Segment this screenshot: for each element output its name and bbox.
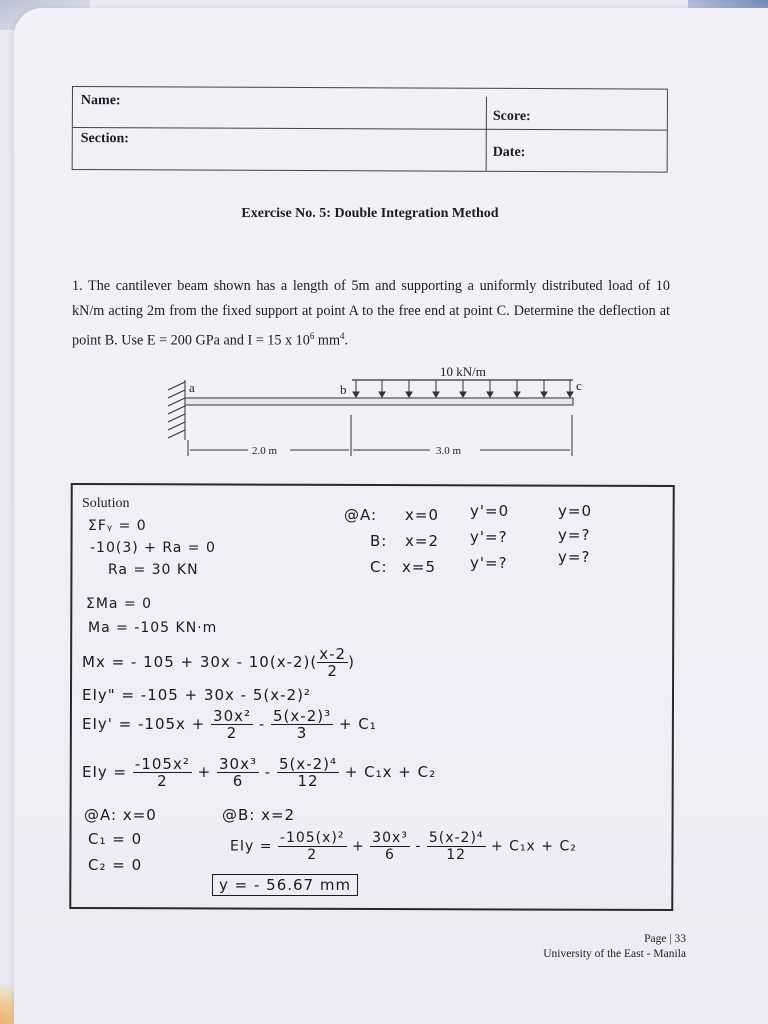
condition-point: C:	[370, 558, 388, 576]
condition-x: x=2	[405, 532, 439, 550]
deflection-at-b-equation	[230, 830, 577, 863]
fraction-numerator: 30x³	[372, 830, 408, 846]
date-label: Date:	[492, 144, 526, 160]
header-divider	[486, 97, 487, 171]
equation-text: -	[258, 715, 266, 733]
equation-text: EIy =	[230, 838, 273, 855]
point-b-label: b	[340, 382, 347, 397]
equation-text: + C₁	[338, 715, 377, 733]
fraction	[133, 756, 192, 789]
page-number: Page | 33	[644, 933, 686, 945]
fraction-denominator: 2	[327, 662, 338, 680]
load-arrows	[353, 380, 573, 397]
fraction-numerator: 30x²	[213, 707, 252, 725]
fraction-numerator: -105(x)²	[279, 830, 345, 846]
equation-text: EIy =	[82, 763, 128, 781]
fraction-numerator: -105x²	[134, 755, 190, 773]
problem-unit: mm	[314, 332, 340, 349]
problem-end: .	[344, 332, 349, 349]
fraction	[211, 708, 253, 741]
dimension-lines	[188, 415, 572, 456]
fraction	[217, 756, 259, 789]
condition-slope: y'=0	[470, 502, 510, 520]
final-answer	[212, 876, 358, 894]
constant-value: C₁ = 0	[88, 830, 143, 848]
fraction-denominator: 2	[307, 847, 318, 863]
fraction-denominator: 2	[157, 772, 168, 790]
score-label: Score:	[492, 108, 531, 125]
fraction	[277, 756, 339, 789]
equation-line: EIy" = -105 + 30x - 5(x-2)²	[82, 686, 311, 704]
fraction	[317, 646, 348, 679]
equation-line: -10(3) + Ra = 0	[90, 540, 216, 556]
fraction	[370, 830, 410, 863]
condition-x: x=0	[405, 506, 439, 524]
name-label: Name:	[80, 93, 121, 109]
equation-line: Ma = -105 KN·m	[88, 620, 218, 636]
page-footer	[543, 932, 686, 962]
problem-exponent: 6	[309, 331, 315, 341]
point-c-label: c	[576, 378, 582, 393]
equation-text: + C₁x + C₂	[344, 763, 437, 781]
solution-label: Solution	[82, 496, 130, 511]
answer-box: y = - 56.67 mm	[212, 874, 358, 896]
problem-unit-exponent: 4	[340, 331, 345, 341]
fraction-numerator: 30x³	[218, 755, 257, 773]
header-row	[73, 87, 667, 131]
fraction-numerator: 5(x-2)⁴	[428, 830, 484, 846]
fraction-denominator: 6	[385, 847, 395, 863]
condition-label: @B: x=2	[222, 806, 296, 824]
equation-text: -	[264, 763, 272, 781]
equation-text: + C₁x + C₂	[490, 838, 577, 855]
fraction-denominator: 3	[296, 724, 308, 742]
condition-deflection: y=?	[558, 526, 591, 544]
equation-text: +	[351, 838, 365, 855]
section-label: Section:	[80, 131, 130, 147]
fraction	[271, 708, 333, 741]
fraction-denominator: 6	[232, 772, 244, 790]
equation-text: +	[197, 763, 212, 781]
equation-text: -	[415, 838, 422, 855]
moment-equation	[82, 646, 355, 679]
equation-text: Mx = - 105 + 30x - 10(x-2)(	[82, 653, 318, 671]
slope-equation	[82, 708, 377, 741]
condition-x: x=5	[402, 558, 436, 576]
header-table	[72, 86, 668, 173]
condition-deflection: y=?	[558, 548, 591, 566]
condition-point: @A:	[344, 506, 378, 524]
condition-label: @A: x=0	[84, 806, 157, 824]
school-name: University of the East - Manila	[543, 948, 686, 960]
equation-line: ΣMa = 0	[86, 596, 153, 612]
exercise-title: Exercise No. 5: Double Integration Method	[241, 206, 499, 221]
fixed-support	[168, 380, 185, 440]
deflection-equation	[82, 756, 436, 789]
fraction-numerator: 5(x-2)⁴	[278, 755, 338, 773]
beam-diagram	[160, 360, 600, 470]
fraction	[278, 830, 347, 863]
dimension-label: 3.0 m	[436, 445, 462, 457]
fraction	[427, 830, 486, 863]
equation-line: ΣFᵧ = 0	[88, 518, 147, 534]
condition-slope: y'=?	[470, 528, 508, 546]
dimension-label: 2.0 m	[252, 445, 278, 457]
condition-slope: y'=?	[470, 554, 508, 572]
fraction-numerator: 5(x-2)³	[273, 707, 332, 725]
problem-text: 1. The cantilever beam shown has a length of 5m and supporting a uniformly distributed load of 10 kN/m acting 2m from the fixed support at point A to the free end at point C. Determine the deflection at point B. Use E = 200 GPa and I = 15 x 10	[72, 278, 670, 349]
equation-text: EIy' = -105x +	[82, 715, 206, 733]
fraction-denominator: 12	[446, 847, 467, 863]
problem-statement	[72, 274, 670, 354]
equation-text: )	[348, 653, 355, 671]
fraction-denominator: 2	[226, 724, 238, 742]
condition-point: B:	[370, 532, 388, 550]
fraction-numerator: x-2	[319, 645, 347, 663]
point-a-label: a	[189, 380, 195, 395]
load-label: 10 kN/m	[440, 364, 486, 379]
constant-value: C₂ = 0	[88, 856, 143, 874]
equation-line: Ra = 30 KN	[108, 562, 199, 578]
condition-deflection: y=0	[558, 502, 592, 520]
beam	[185, 398, 573, 405]
fraction-denominator: 12	[297, 772, 319, 790]
